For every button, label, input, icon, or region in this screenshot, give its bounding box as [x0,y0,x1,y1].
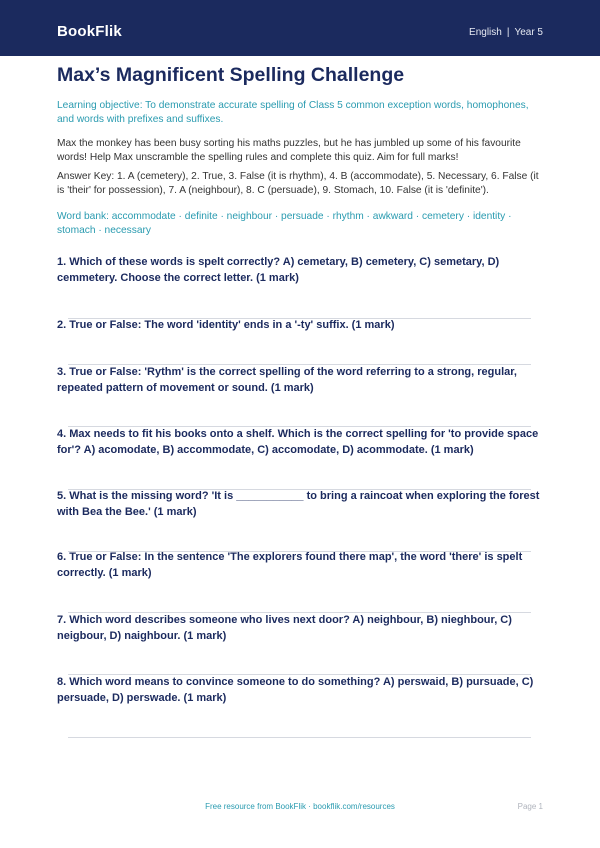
question-6: 6. True or False: In the sentence 'The explorers found there map', the word 'there' is spelt correctly. (1 mark) [57,551,523,579]
question-4: 4. Max needs to fit his books onto a shelf. Which is the correct spelling for 'to provide space for'? A) acomodate, B) accommodate, C) accomodate, D) acommodate. (1 mark) [57,428,539,456]
subject-label [469,27,543,38]
question-8: 8. Which word means to convince someone to do something? A) perswaid, B) pursuade, C) persuade, D) perswade. (1 mark) [57,676,534,704]
subject-name: English [469,27,502,38]
question-5: 5. What is the missing word? 'It is ___________ to bring a raincoat when exploring the forest with Bea the Bee.' (1 mark) [57,490,540,518]
word-bank: Word bank: accommodate · definite · neighbour · persuade · rhythm · awkward · cemetery · identity · stomach · necessary [57,211,512,236]
header-bar [0,0,600,56]
footer-resource-link[interactable]: Free resource from BookFlik · bookflik.com/resources [205,802,395,811]
page-number: Page 1 [517,802,543,811]
year-label: Year 5 [514,27,543,38]
subject-separator: | [506,27,510,38]
intro-text: Max the monkey has been busy sorting his maths puzzles, but he has jumbled up some of his favourite words! Help Max unscramble the spelling rules and complete this quiz. Aim for full marks! [57,138,521,163]
page-title: Max’s Magnificent Spelling Challenge [57,64,405,86]
question-2: 2. True or False: The word 'identity' ends in a '-ty' suffix. (1 mark) [57,319,395,331]
brand-logo: BookFlik [57,23,122,40]
question-1: 1. Which of these words is spelt correctly? A) cemetary, B) cemetery, C) semetary, D) cemmetery. Choose the correct letter. (1 mark) [57,256,500,284]
learning-objective: Learning objective: To demonstrate accurate spelling of Class 5 common exception words, homophones, and words with prefixes and suffixes. [57,100,529,125]
answer-key: Answer Key: 1. A (cemetery), 2. True, 3. False (it is rhythm), 4. B (accommodate), 5. Necessary, 6. False (it is 'their' for possession), 7. A (neighbour), 8. C (persuade), 9. Stomach, 10. False (it is 'definite'). [57,171,539,196]
question-3: 3. True or False: 'Rythm' is the correct spelling of the word referring to a strong, regular, repeated pattern of movement or sound. (1 mark) [57,366,517,394]
question-7: 7. Which word describes someone who lives next door? A) neighbour, B) nieghbour, C) neigbour, D) naighbour. (1 mark) [57,614,512,642]
answer-line-8[interactable] [68,737,531,738]
